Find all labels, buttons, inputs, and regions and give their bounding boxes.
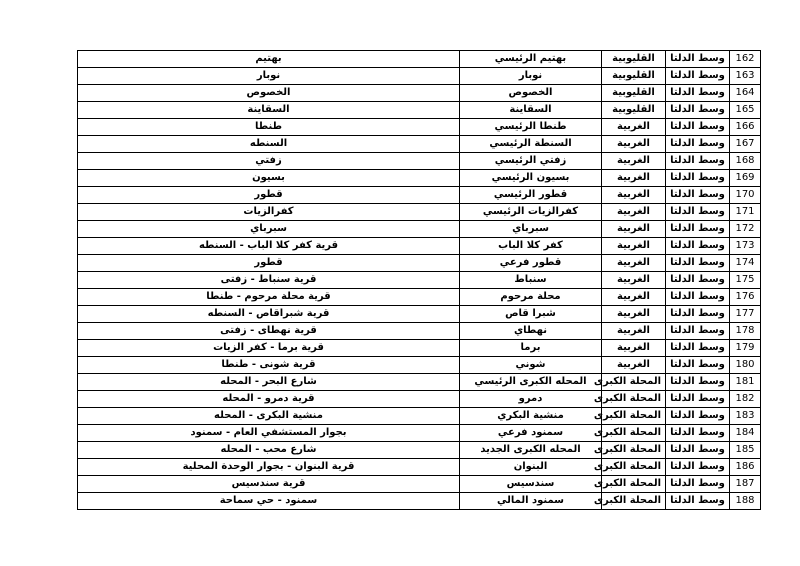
office-name-cell: قطور الرئيسي: [460, 187, 602, 204]
governorate-cell: الغربية: [602, 204, 666, 221]
table-row: [78, 493, 761, 510]
office-name-cell: منشية البكري: [460, 408, 602, 425]
governorate-cell: الغربية: [602, 255, 666, 272]
row-number-cell: 170: [730, 187, 761, 204]
row-number-cell: 165: [730, 102, 761, 119]
office-name-cell: كفر كلا الباب: [460, 238, 602, 255]
region-cell: وسط الدلتا: [666, 340, 730, 357]
row-number-cell: 162: [730, 51, 761, 68]
governorate-cell: الغربية: [602, 272, 666, 289]
governorate-cell: المحلة الكبرى: [602, 374, 666, 391]
table-row: [78, 187, 761, 204]
governorate-cell: الغربية: [602, 340, 666, 357]
office-name-cell: السقاينة: [460, 102, 602, 119]
office-name-cell: المحله الكبرى الجديد: [460, 442, 602, 459]
row-number-cell: 184: [730, 425, 761, 442]
region-cell: وسط الدلتا: [666, 187, 730, 204]
region-cell: وسط الدلتا: [666, 493, 730, 510]
table-row: [78, 425, 761, 442]
row-number-cell: 171: [730, 204, 761, 221]
row-number-cell: 186: [730, 459, 761, 476]
table-row: [78, 323, 761, 340]
region-cell: وسط الدلتا: [666, 476, 730, 493]
address-cell: بجوار المستشفي العام - سمنود: [78, 425, 460, 442]
table-row: [78, 51, 761, 68]
row-number-cell: 187: [730, 476, 761, 493]
address-cell: سمنود - حي سماحة: [78, 493, 460, 510]
table-row: [78, 119, 761, 136]
address-cell: قرية البنوان - بجوار الوحدة المحلية: [78, 459, 460, 476]
row-number-cell: 176: [730, 289, 761, 306]
office-name-cell: سمنود المالي: [460, 493, 602, 510]
governorate-cell: المحلة الكبرى: [602, 408, 666, 425]
address-cell: قرية نهطاى - زفتى: [78, 323, 460, 340]
row-number-cell: 183: [730, 408, 761, 425]
region-cell: وسط الدلتا: [666, 204, 730, 221]
table-row: [78, 153, 761, 170]
table-row: [78, 408, 761, 425]
office-name-cell: بهتيم الرئيسي: [460, 51, 602, 68]
table-row: [78, 340, 761, 357]
row-number-cell: 188: [730, 493, 761, 510]
region-cell: وسط الدلتا: [666, 255, 730, 272]
row-number-cell: 169: [730, 170, 761, 187]
table-row: [78, 289, 761, 306]
row-number-cell: 172: [730, 221, 761, 238]
table-row: [78, 170, 761, 187]
row-number-cell: 167: [730, 136, 761, 153]
address-cell: زفتي: [78, 153, 460, 170]
table-row: [78, 102, 761, 119]
address-cell: قرية سنباط - زفتى: [78, 272, 460, 289]
region-cell: وسط الدلتا: [666, 136, 730, 153]
office-name-cell: محلة مرحوم: [460, 289, 602, 306]
region-cell: وسط الدلتا: [666, 170, 730, 187]
governorate-cell: المحلة الكبرى: [602, 476, 666, 493]
governorate-cell: الغربية: [602, 323, 666, 340]
address-cell: كفرالزيات: [78, 204, 460, 221]
office-name-cell: البنوان: [460, 459, 602, 476]
region-cell: وسط الدلتا: [666, 238, 730, 255]
address-cell: قرية شونى - طنطا: [78, 357, 460, 374]
office-name-cell: زفتي الرئيسي: [460, 153, 602, 170]
table-row: [78, 238, 761, 255]
table-body: [78, 51, 761, 510]
address-cell: السنطه: [78, 136, 460, 153]
office-name-cell: السنطة الرئيسي: [460, 136, 602, 153]
row-number-cell: 173: [730, 238, 761, 255]
governorate-cell: القليوبية: [602, 85, 666, 102]
address-cell: الخصوص: [78, 85, 460, 102]
address-cell: بسيون: [78, 170, 460, 187]
governorate-cell: المحلة الكبرى: [602, 391, 666, 408]
governorate-cell: الغربية: [602, 187, 666, 204]
governorate-cell: المحلة الكبرى: [602, 493, 666, 510]
row-number-cell: 178: [730, 323, 761, 340]
governorate-cell: الغربية: [602, 357, 666, 374]
post-offices-table: [77, 50, 761, 510]
address-cell: قطور: [78, 187, 460, 204]
row-number-cell: 181: [730, 374, 761, 391]
region-cell: وسط الدلتا: [666, 408, 730, 425]
governorate-cell: القليوبية: [602, 51, 666, 68]
governorate-cell: الغربية: [602, 306, 666, 323]
row-number-cell: 182: [730, 391, 761, 408]
row-number-cell: 180: [730, 357, 761, 374]
address-cell: شارع محب - المحله: [78, 442, 460, 459]
office-name-cell: نهطاي: [460, 323, 602, 340]
address-cell: السقاينة: [78, 102, 460, 119]
address-cell: قرية كفر كلا الباب - السنطه: [78, 238, 460, 255]
table-row: [78, 221, 761, 238]
office-name-cell: قطور فرعي: [460, 255, 602, 272]
table-row: [78, 357, 761, 374]
address-cell: شارع البحر - المحله: [78, 374, 460, 391]
governorate-cell: المحلة الكبرى: [602, 425, 666, 442]
governorate-cell: المحلة الكبرى: [602, 442, 666, 459]
governorate-cell: المحلة الكبرى: [602, 459, 666, 476]
governorate-cell: القليوبية: [602, 102, 666, 119]
governorate-cell: الغربية: [602, 153, 666, 170]
table-row: [78, 85, 761, 102]
row-number-cell: 163: [730, 68, 761, 85]
table-row: [78, 272, 761, 289]
office-name-cell: كفرالزيات الرئيسي: [460, 204, 602, 221]
table-row: [78, 442, 761, 459]
office-name-cell: المحله الكبرى الرئيسي: [460, 374, 602, 391]
governorate-cell: الغربية: [602, 238, 666, 255]
governorate-cell: الغربية: [602, 119, 666, 136]
row-number-cell: 166: [730, 119, 761, 136]
address-cell: قرية برما - كفر الزيات: [78, 340, 460, 357]
region-cell: وسط الدلتا: [666, 272, 730, 289]
region-cell: وسط الدلتا: [666, 391, 730, 408]
address-cell: قرية سندسيس: [78, 476, 460, 493]
region-cell: وسط الدلتا: [666, 51, 730, 68]
table-row: [78, 476, 761, 493]
region-cell: وسط الدلتا: [666, 425, 730, 442]
address-cell: قرية دمرو - المحله: [78, 391, 460, 408]
region-cell: وسط الدلتا: [666, 119, 730, 136]
region-cell: وسط الدلتا: [666, 68, 730, 85]
governorate-cell: الغربية: [602, 136, 666, 153]
office-name-cell: شوني: [460, 357, 602, 374]
office-name-cell: سبرباي: [460, 221, 602, 238]
table-row: [78, 68, 761, 85]
row-number-cell: 179: [730, 340, 761, 357]
address-cell: قطور: [78, 255, 460, 272]
table-row: [78, 391, 761, 408]
address-cell: سبرباي: [78, 221, 460, 238]
region-cell: وسط الدلتا: [666, 357, 730, 374]
region-cell: وسط الدلتا: [666, 374, 730, 391]
office-name-cell: سنباط: [460, 272, 602, 289]
region-cell: وسط الدلتا: [666, 102, 730, 119]
table-row: [78, 204, 761, 221]
office-name-cell: برما: [460, 340, 602, 357]
office-name-cell: نوبار: [460, 68, 602, 85]
governorate-cell: القليوبية: [602, 68, 666, 85]
row-number-cell: 175: [730, 272, 761, 289]
governorate-cell: الغربية: [602, 170, 666, 187]
address-cell: طنطا: [78, 119, 460, 136]
region-cell: وسط الدلتا: [666, 221, 730, 238]
region-cell: وسط الدلتا: [666, 85, 730, 102]
region-cell: وسط الدلتا: [666, 289, 730, 306]
address-cell: قرية محلة مرحوم - طنطا: [78, 289, 460, 306]
office-name-cell: سمنود فرعي: [460, 425, 602, 442]
office-name-cell: طنطا الرئيسي: [460, 119, 602, 136]
region-cell: وسط الدلتا: [666, 459, 730, 476]
table-row: [78, 306, 761, 323]
office-name-cell: دمرو: [460, 391, 602, 408]
office-name-cell: الخصوص: [460, 85, 602, 102]
row-number-cell: 164: [730, 85, 761, 102]
address-cell: بهتيم: [78, 51, 460, 68]
office-name-cell: شبرا قاص: [460, 306, 602, 323]
row-number-cell: 177: [730, 306, 761, 323]
region-cell: وسط الدلتا: [666, 442, 730, 459]
governorate-cell: الغربية: [602, 221, 666, 238]
table-row: [78, 255, 761, 272]
region-cell: وسط الدلتا: [666, 153, 730, 170]
row-number-cell: 185: [730, 442, 761, 459]
row-number-cell: 168: [730, 153, 761, 170]
address-cell: قرية شبراقاص - السنطه: [78, 306, 460, 323]
region-cell: وسط الدلتا: [666, 306, 730, 323]
address-cell: منشية البكرى - المحله: [78, 408, 460, 425]
office-name-cell: سندسيس: [460, 476, 602, 493]
governorate-cell: الغربية: [602, 289, 666, 306]
table-row: [78, 374, 761, 391]
address-cell: نوبار: [78, 68, 460, 85]
table-row: [78, 136, 761, 153]
table-row: [78, 459, 761, 476]
office-name-cell: بسيون الرئيسي: [460, 170, 602, 187]
row-number-cell: 174: [730, 255, 761, 272]
region-cell: وسط الدلتا: [666, 323, 730, 340]
